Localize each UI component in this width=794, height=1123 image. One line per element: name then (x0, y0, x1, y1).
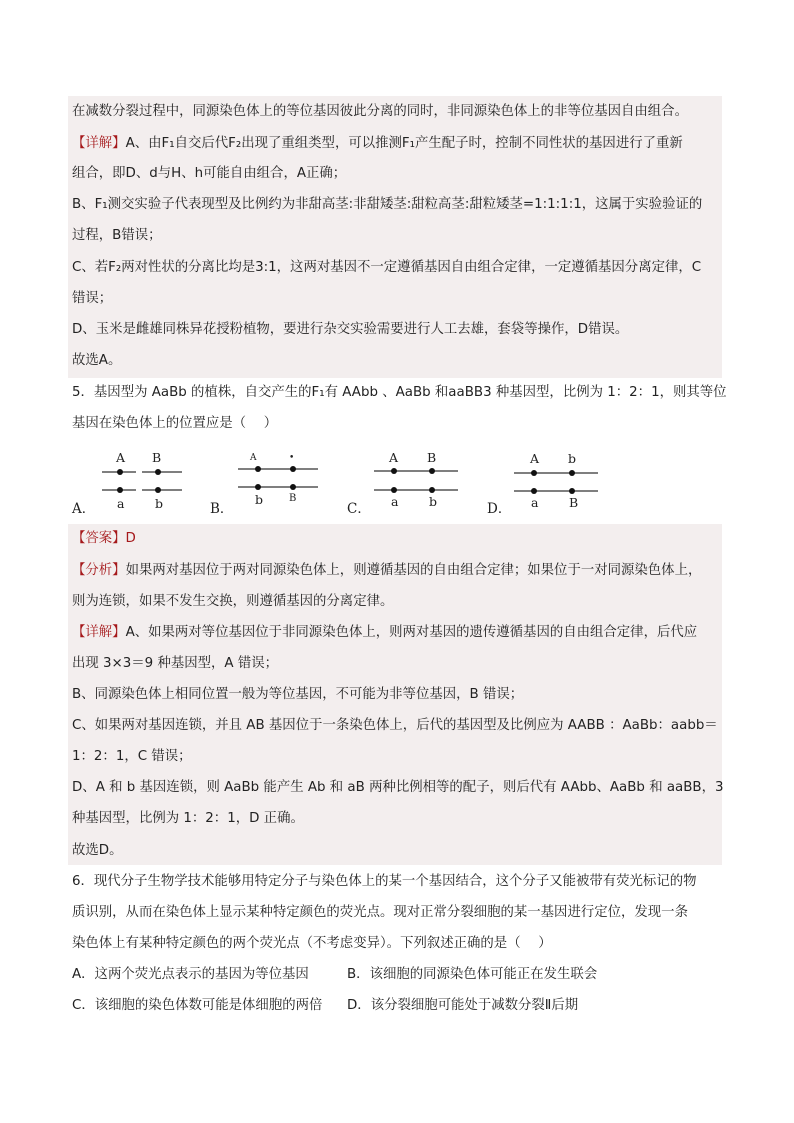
question-5-stem: 基因在染色体上的位置应是（ ） (72, 416, 278, 431)
option-b[interactable]: B．该细胞的同源染色体可能正在发生联会 (347, 967, 598, 982)
gene-label: b (568, 451, 577, 466)
option-d-label[interactable]: D． (487, 501, 512, 517)
option-a-label[interactable]: A． (72, 501, 96, 517)
option-c-diagram[interactable] (370, 446, 462, 514)
text-line: 1：2：1，C 错误； (72, 749, 192, 764)
gene-label: • (289, 453, 295, 463)
option-b-diagram[interactable] (232, 446, 324, 514)
gene-label: B (569, 495, 579, 510)
gene-label: A (116, 450, 126, 465)
option-d[interactable]: D．该分裂细胞可能处于减数分裂Ⅱ后期 (347, 998, 579, 1013)
text-line: 组合，即D、d与H、h可能自由组合，A正确； (72, 166, 347, 181)
text-line: 则为连锁，如果不发生交换，则遵循基因的分离定律。 (72, 594, 394, 609)
gene-label: B (152, 450, 162, 465)
question-5-stem: 5．基因型为 AaBb 的植株，自交产生的F₁有 AAbb 、AaBb 和aaBB3 种基因型，比例为 1：2：1，则其等位 (72, 385, 727, 400)
question-6-stem: 6．现代分子生物学技术能够用特定分子与染色体上的某一个基因结合，这个分子又能被带有荧光标记的物 (72, 874, 697, 889)
gene-label: a (531, 495, 539, 510)
text-line: 出现 3×3＝9 种基因型，A 错误； (72, 656, 279, 671)
text-line: 故选D。 (72, 843, 123, 858)
option-d-diagram[interactable] (510, 446, 602, 514)
text-line: B、F₁测交实验子代表现型及比例约为非甜高茎:非甜矮茎:甜粒高茎:甜粒矮茎=1:1:1:1，这属于实验验证的 (72, 197, 703, 212)
option-c[interactable]: C．该细胞的染色体数可能是体细胞的两倍 (72, 998, 323, 1013)
text-line: 故选A。 (72, 353, 122, 368)
gene-label: b (255, 492, 264, 507)
gene-label: b (429, 494, 438, 509)
detail-tag: 【详解】 (72, 136, 126, 151)
gene-label: B (289, 493, 297, 504)
text-line: 在减数分裂过程中，同源染色体上的等位基因彼此分离的同时，非同源染色体上的非等位基因自由组合。 (72, 104, 688, 119)
text-line: 错误； (72, 291, 113, 306)
analysis-tag: 【分析】 (72, 563, 126, 578)
text-line: C、若F₂两对性状的分离比均是3:1，这两对基因不一定遵循基因自由组合定律，一定遵循基因分离定律，C (72, 260, 702, 275)
text-line: B、同源染色体上相同位置一般为等位基因，不可能为非等位基因，B 错误； (72, 687, 524, 702)
option-c-label[interactable]: C． (347, 501, 371, 517)
text-line: C、如果两对基因连锁，并且 AB 基因位于一条染色体上，后代的基因型及比例应为 AABB ：AaBb：aabb＝ (72, 718, 718, 733)
text-line: 【详解】A、由F₁自交后代F₂出现了重组类型，可以推测F₁产生配子时，控制不同性状的基因进行了重新 (72, 136, 683, 151)
gene-label: A (530, 451, 540, 466)
gene-label: b (155, 496, 164, 511)
gene-label: A (389, 450, 399, 465)
option-a[interactable]: A．这两个荧光点表示的基因为等位基因 (72, 967, 309, 982)
option-b-label[interactable]: B． (210, 501, 234, 517)
text-line: 过程，B错误； (72, 228, 162, 243)
question-6-stem: 质识别，从而在染色体上显示某种特定颜色的荧光点。现对正常分裂细胞的某一基因进行定位，发现一条 (72, 905, 688, 920)
gene-label: a (391, 494, 399, 509)
text-line: 种基因型，比例为 1：2：1，D 正确。 (72, 811, 304, 826)
text-line: D、A 和 b 基因连锁，则 AaBb 能产生 Ab 和 aB 两种比例相等的配子，则后代有 AAbb、AaBb 和 aaBB，3 (72, 780, 724, 795)
text-line: 【详解】A、如果两对等位基因位于非同源染色体上，则两对基因的遗传遵循基因的自由组合定律，后代应 (72, 625, 698, 640)
question-6-stem: 染色体上有某种特定颜色的两个荧光点（不考虑变异）。下列叙述正确的是（ ） (72, 936, 552, 951)
answer-line: 【答案】D (72, 531, 136, 546)
gene-label: a (117, 496, 125, 511)
text-line: D、玉米是雌雄同株异花授粉植物，要进行杂交实验需要进行人工去雄，套袋等操作，D错误。 (72, 322, 629, 337)
text-line: 【分析】如果两对基因位于两对同源染色体上，则遵循基因的自由组合定律；如果位于一对同源染色体上， (72, 563, 702, 578)
gene-label: B (427, 450, 437, 465)
detail-tag: 【详解】 (72, 625, 126, 640)
option-a-diagram[interactable] (96, 446, 188, 514)
gene-label: A (250, 453, 257, 463)
